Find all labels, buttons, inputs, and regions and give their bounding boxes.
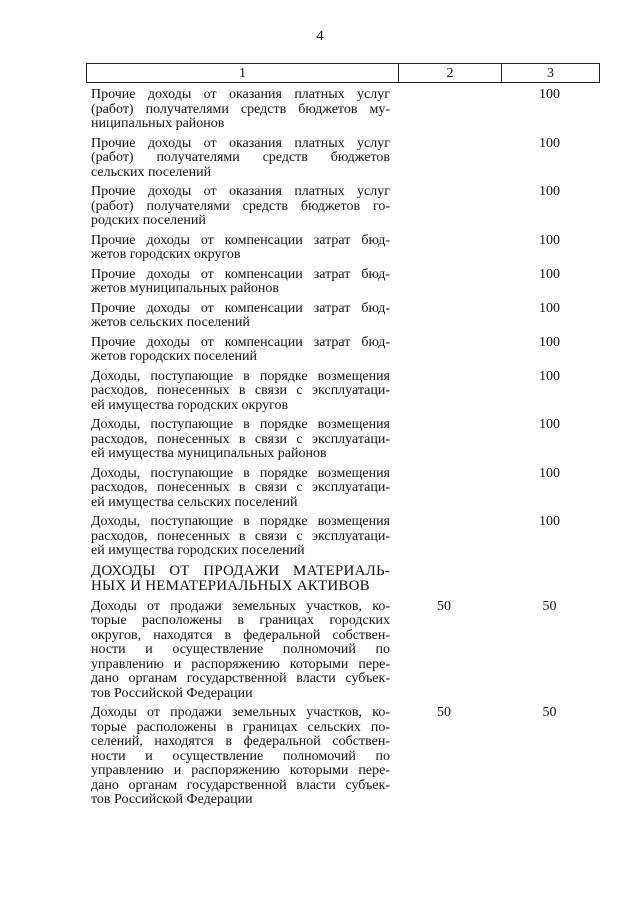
row-description [91, 88, 390, 132]
table-row [91, 418, 601, 462]
row-value-col-3: 100 [539, 266, 560, 282]
description-line: тов Российской Федерации [91, 685, 253, 701]
description-line: дано органам государственной власти субъек- [91, 777, 390, 793]
row-description [91, 302, 390, 331]
row-value-col-2 [390, 137, 498, 181]
table-row [91, 370, 601, 414]
description-line: Доходы от продажи земельных участков, ко- [91, 705, 390, 720]
row-description [91, 600, 390, 702]
row-description [91, 370, 390, 414]
description-line: Доходы, поступающие в порядке возмещения [91, 465, 390, 481]
row-value-col-2 [390, 336, 498, 365]
description-line: Прочие доходы от оказания платных услуг [91, 184, 390, 199]
table-body [91, 88, 601, 813]
description-line: расходов, понесенных в связи с эксплуатаци- [91, 480, 390, 495]
description-line: жетов городских поселений [91, 349, 257, 364]
table-row [91, 302, 601, 331]
row-value-col-2 [390, 302, 498, 331]
row-value-col-3: 50 [542, 705, 557, 720]
row-value-col-3: 100 [539, 334, 560, 350]
description-line: ей имущества сельских поселений [91, 494, 298, 510]
description-line: Прочие доходы от компенсации затрат бюд- [91, 266, 390, 282]
description-line: (работ) получателями средств бюджетов [91, 150, 390, 165]
row-value-col-2 [390, 234, 498, 263]
table-row [91, 706, 601, 808]
row-description [91, 467, 390, 511]
description-line: торые расположены в границах городских [91, 613, 390, 628]
description-line: управлению и распоряжению которыми пере- [91, 763, 390, 778]
description-line: ей имущества муниципальных районов [91, 446, 327, 461]
description-line: округов, находятся в федеральной собствен- [91, 627, 390, 643]
header-col-2: 2 [399, 64, 502, 82]
row-value-col-2 [390, 418, 498, 462]
row-value-col-3: 50 [542, 598, 557, 614]
table-row [91, 600, 601, 702]
row-value-col-3: 100 [539, 135, 560, 151]
description-line: ности и осуществление полномочий по [91, 748, 390, 764]
row-value-col-2: 50 [437, 705, 451, 720]
description-line: (работ) получателями средств бюджетов го- [91, 198, 390, 214]
row-value-col-2 [390, 515, 498, 559]
row-value-col-3: 100 [539, 184, 560, 199]
table-header [86, 63, 600, 83]
row-value-col-3: 100 [539, 417, 560, 432]
description-line: Прочие доходы от оказания платных услуг [91, 135, 390, 151]
row-description [91, 336, 390, 365]
row-value-col-2 [390, 467, 498, 511]
description-line: расходов, понесенных в связи с эксплуатаци- [91, 431, 390, 447]
table-row [91, 234, 601, 263]
table-row [91, 185, 601, 229]
row-value-col-2 [390, 268, 498, 297]
row-description [91, 418, 390, 462]
row-value-col-3: 100 [539, 300, 560, 316]
description-line: Доходы, поступающие в порядке возмещения [91, 417, 390, 432]
description-line: жетов муниципальных районов [91, 281, 279, 296]
description-line: Доходы, поступающие в порядке возмещения [91, 368, 390, 384]
description-line: Прочие доходы от компенсации затрат бюд- [91, 334, 390, 350]
description-line: Прочие доходы от оказания платных услуг [91, 87, 390, 102]
table-rows-group-1 [91, 88, 601, 559]
row-value-col-3: 100 [539, 368, 560, 384]
description-line: (работ) получателями средств бюджетов му- [91, 101, 390, 117]
description-line: ности и осуществление полномочий по [91, 642, 390, 657]
description-line: Доходы, поступающие в порядке возмещения [91, 514, 390, 529]
row-value-col-2: 50 [437, 598, 451, 614]
description-line: торые расположены в границах сельских по- [91, 719, 390, 735]
description-line: Прочие доходы от компенсации затрат бюд- [91, 232, 390, 248]
description-line: расходов, понесенных в связи с эксплуатаци- [91, 383, 390, 398]
section-heading-line: ДОХОДЫ ОТ ПРОДАЖИ МАТЕРИАЛЬ- [91, 562, 390, 579]
table-row [91, 88, 601, 132]
description-line: сельских поселений [91, 164, 212, 180]
table-row [91, 515, 601, 559]
description-line: дано органам государственной власти субъек- [91, 671, 390, 686]
header-col-3: 3 [547, 66, 554, 81]
description-line: ниципальных районов [91, 116, 225, 131]
description-line: тов Российской Федерации [91, 792, 253, 807]
description-line: ей имущества городских поселений [91, 543, 305, 558]
row-value-col-2 [390, 370, 498, 414]
description-line: управлению и распоряжению которыми пере- [91, 656, 390, 672]
description-line: ей имущества городских округов [91, 397, 289, 413]
row-description [91, 234, 390, 263]
row-value-col-3: 100 [539, 465, 560, 481]
description-line: родских поселений [91, 213, 206, 228]
description-line: жетов сельских поселений [91, 315, 250, 330]
row-description [91, 185, 390, 229]
table-row [91, 137, 601, 181]
page-number: 4 [316, 28, 324, 44]
table-rows-group-2 [91, 600, 601, 808]
header-col-1: 1 [87, 64, 399, 82]
row-value-col-2 [390, 185, 498, 229]
table-row [91, 467, 601, 511]
section-heading [91, 564, 390, 594]
row-value-col-3: 100 [539, 232, 560, 248]
description-line: селений, находятся в федеральной собствен- [91, 734, 390, 749]
row-description [91, 515, 390, 559]
description-line: жетов городских округов [91, 247, 241, 262]
description-line: Прочие доходы от компенсации затрат бюд- [91, 300, 390, 316]
row-value-col-2 [390, 88, 498, 132]
row-value-col-3: 100 [539, 87, 560, 102]
row-description [91, 268, 390, 297]
table-row [91, 268, 601, 297]
description-line: Доходы от продажи земельных участков, ко- [91, 598, 390, 614]
row-value-col-3: 100 [539, 514, 560, 529]
row-description [91, 137, 390, 181]
table-row [91, 336, 601, 365]
row-description [91, 706, 390, 808]
section-heading-line: НЫХ И НЕМАТЕРИАЛЬНЫХ АКТИВОВ [91, 577, 370, 594]
description-line: расходов, понесенных в связи с эксплуатаци- [91, 528, 390, 544]
